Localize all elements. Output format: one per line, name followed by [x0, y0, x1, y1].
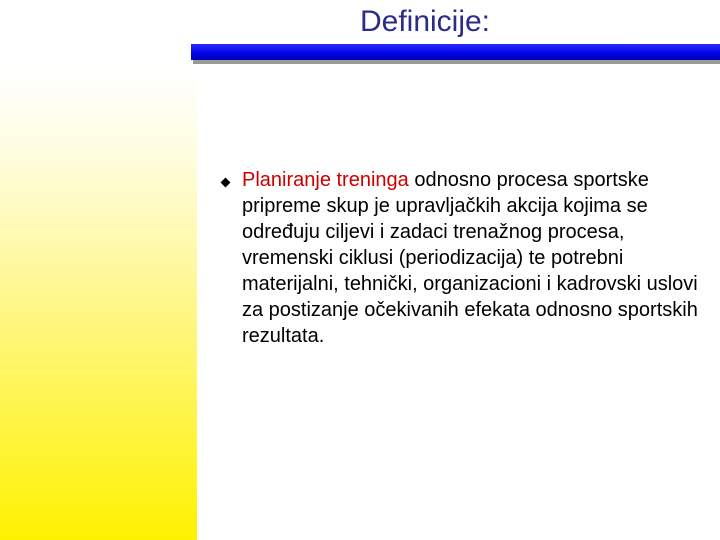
slide-title: Definicije:: [359, 5, 491, 38]
diamond-bullet-icon: [221, 178, 231, 188]
bullet-paragraph: [242, 167, 712, 349]
bullet-term: Planiranje treninga: [242, 169, 409, 191]
side-gradient-panel: [0, 68, 197, 540]
title-underline-bar: [191, 44, 720, 60]
bullet-body: odnosno procesa sportske pripreme skup je upravljačkih akcija kojima se određuju ciljevi i zadaci trenažnog procesa, vremenski ciklusi (periodizacija) te potrebni materijalni, tehnički, organizacioni i kadrovski uslovi za postizanje očekivanih efekata odnosno sportskih rezultata.: [242, 169, 698, 347]
bullet-item: [222, 167, 712, 349]
